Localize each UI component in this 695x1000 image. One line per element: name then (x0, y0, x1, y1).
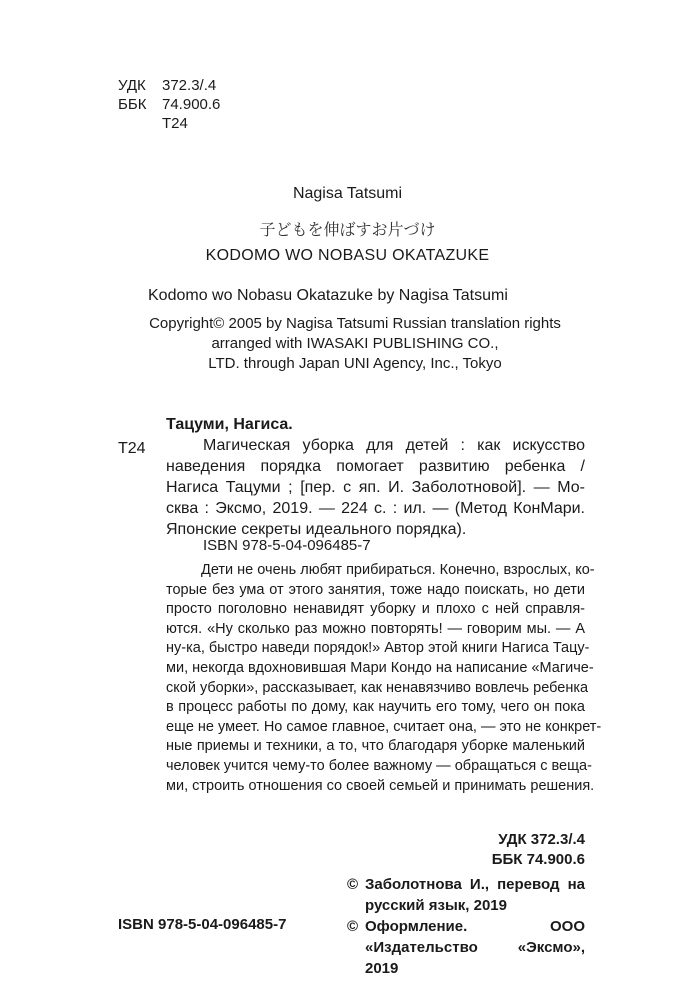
annotation-line: ну-ка, быстро наведи порядок!» Автор этой книги Нагиса Тацу- (166, 640, 590, 657)
isbn-bottom: ISBN 978-5-04-096485-7 (118, 916, 287, 933)
udk-row (118, 76, 220, 95)
bibliographic-line: Нагиса Тацуми ; [пер. с яп. И. Заболотновой]. — Мо- (166, 479, 585, 496)
bibliographic-line: сква : Эксмо, 2019. — 224 с. : ил. — (Метод КонМари. (166, 500, 585, 517)
copyright-notice (120, 314, 590, 374)
annotation-line: Дети не очень любят прибираться. Конечно, взрослых, ко- (201, 562, 595, 578)
udk-label: УДК (118, 77, 146, 94)
copyright-line: LTD. through Japan UNI Agency, Inc., Tokyo (208, 355, 502, 372)
bibliographic-description (166, 435, 585, 540)
classification-bottom (400, 830, 585, 870)
annotation-line: ми, строить отношения со своей семьей и принимать решения. (166, 777, 595, 794)
bibliographic-heading: Тацуми, Нагиса. (166, 416, 293, 433)
bibliographic-line: Магическая уборка для детей : как искусство (203, 437, 585, 454)
bibliographic-record (166, 414, 585, 540)
bbk-row (118, 95, 220, 114)
bibliographic-line: наведения порядка помогает развитию ребенка / (166, 458, 585, 475)
annotation-line: ются. «Ну сколько раз можно повторять! — говорим мы. — А (166, 620, 585, 637)
annotation-line: просто поголовно ненавидят уборку и плохо с ней справля- (166, 601, 585, 618)
original-title-japanese: 子どもを伸ばすお片づけ (259, 220, 436, 239)
annotation (166, 561, 602, 796)
original-by-line: Kodomo wo Nobasu Okatazuke by Nagisa Tatsumi (148, 287, 508, 304)
original-author: Nagisa Tatsumi (292, 185, 403, 202)
annotation-line: человек учится чему-то более важному — обращаться с веща- (166, 757, 592, 774)
author-mark-top: Т24 (162, 115, 188, 132)
bibliographic-line: Японские секреты идеального порядка). (166, 521, 467, 538)
annotation-line: в процесс работы по дому, как научить его тому, чего он пока (166, 699, 585, 716)
author-mark: Т24 (118, 440, 146, 457)
bbk-bottom: ББК 74.900.6 (491, 851, 585, 868)
copyright-symbol: © (347, 876, 359, 893)
author-mark-row (118, 114, 220, 133)
original-title-romaji: KODOMO WO NOBASU OKATAZUKE (205, 247, 490, 264)
udk-bottom: УДК 372.3/.4 (498, 831, 585, 848)
rights-notice (347, 874, 585, 979)
copyright-line: Copyright© 2005 by Nagisa Tatsumi Russian translation rights (149, 315, 561, 332)
annotation-line: ми, некогда вдохновившая Мари Кондо на написание «Магиче- (166, 659, 594, 676)
rights-design-text: Оформление. ООО «Издательство «Эксмо», 2019 (365, 918, 585, 977)
annotation-line: торые без ума от этого занятия, тоже надо поискать, но дети (166, 581, 585, 598)
bbk-label: ББК (118, 96, 147, 113)
annotation-line: ные приемы и техники, а то, что благодаря уборке маленький (166, 738, 585, 755)
annotation-line: еще не умеет. Но самое главное, считает она, — это не конкрет- (166, 718, 602, 735)
rights-translation-text: Заболотнова И., перевод на русский язык, 2019 (365, 876, 585, 914)
annotation-line: ской уборки», рассказывает, как ненавязчиво вовлечь ребенка (166, 679, 589, 696)
bbk-value: 74.900.6 (162, 96, 221, 113)
rights-design (347, 916, 585, 979)
classification-top (118, 76, 220, 133)
copyright-symbol: © (347, 918, 359, 935)
copyright-line: arranged with IWASAKI PUBLISHING CO., (211, 335, 499, 352)
rights-translation (347, 874, 585, 916)
udk-value: 372.3/.4 (162, 77, 217, 94)
isbn-record: ISBN 978-5-04-096485-7 (203, 537, 371, 554)
